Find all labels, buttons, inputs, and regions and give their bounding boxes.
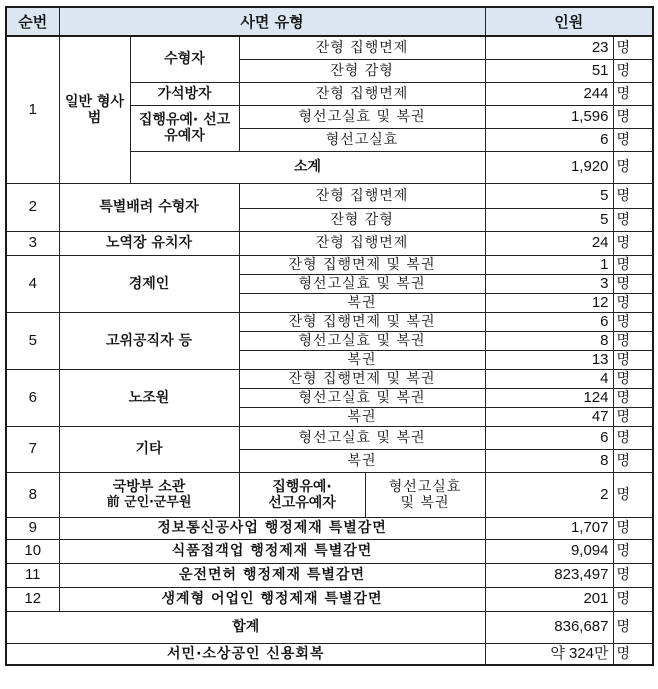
unit-cell: 명: [613, 643, 653, 665]
table-row: [6, 369, 653, 388]
table-row: [6, 517, 653, 539]
category-line-1: 국방부 소관: [112, 478, 186, 495]
subtotal-count: 1,920: [485, 151, 613, 183]
count-cell: 13: [485, 350, 613, 369]
count-cell: 1,596: [485, 105, 613, 128]
seq-cell: 8: [6, 472, 59, 517]
count-cell: 3: [485, 274, 613, 293]
category-line-2: 前 군인‧군무원: [106, 494, 192, 510]
category-cell: [59, 472, 239, 517]
type-cell: 잔형 감형: [239, 59, 485, 82]
unit-cell: 명: [613, 331, 653, 350]
header-type: 사면 유형: [59, 7, 485, 36]
header-seq: 순번: [6, 7, 59, 36]
subcategory-line-2: 선고유예자: [268, 494, 336, 511]
count-cell: 5: [485, 208, 613, 231]
unit-cell: 명: [613, 312, 653, 331]
count-cell: 823,497: [485, 563, 613, 587]
type-cell: 형선고실효: [239, 128, 485, 151]
unit-cell: 명: [613, 151, 653, 183]
subcategory-cell: 수형자: [130, 36, 239, 82]
table-row: [6, 255, 653, 274]
count-cell: 9,094: [485, 539, 613, 563]
table-row: [6, 183, 653, 208]
type-cell: 잔형 집행면제 및 복권: [239, 312, 485, 331]
table-row: [6, 231, 653, 255]
type-line-1: 형선고실효: [388, 478, 462, 495]
unit-cell: 명: [613, 388, 653, 407]
table-row: [6, 587, 653, 611]
table-row: [6, 563, 653, 587]
type-cell: 형선고실효 및 복권: [239, 388, 485, 407]
seq-cell: 6: [6, 369, 59, 426]
table-row: [6, 539, 653, 563]
seq-cell: 4: [6, 255, 59, 312]
unit-cell: 명: [613, 36, 653, 59]
unit-cell: 명: [613, 472, 653, 517]
count-cell: 6: [485, 426, 613, 449]
category-cell: 기타: [59, 426, 239, 472]
count-cell: 2: [485, 472, 613, 517]
category-cell: 노조원: [59, 369, 239, 426]
category-cell: 특별배려 수형자: [59, 183, 239, 231]
count-cell: 8: [485, 331, 613, 350]
seq-cell: 3: [6, 231, 59, 255]
unit-cell: 명: [613, 105, 653, 128]
unit-cell: 명: [613, 407, 653, 426]
type-cell: 잔형 집행면제 및 복권: [239, 255, 485, 274]
type-cell: 복권: [239, 449, 485, 472]
type-cell: 잔형 집행면제: [239, 231, 485, 255]
label-cell: 생계형 어업인 행정제재 특별감면: [59, 587, 485, 611]
seq-cell: 9: [6, 517, 59, 539]
count-cell: 201: [485, 587, 613, 611]
unit-cell: 명: [613, 350, 653, 369]
count-cell: 8: [485, 449, 613, 472]
label-cell: 운전면허 행정제재 특별감면: [59, 563, 485, 587]
seq-cell: 7: [6, 426, 59, 472]
type-cell: 형선고실효 및 복권: [239, 274, 485, 293]
label-cell: 정보통신공사업 행정제재 특별감면: [59, 517, 485, 539]
count-cell: 12: [485, 293, 613, 312]
unit-cell: 명: [613, 449, 653, 472]
seq-cell: 5: [6, 312, 59, 369]
credit-label: 서민·소상공인 신용회복: [6, 643, 485, 665]
unit-cell: 명: [613, 255, 653, 274]
subcategory-line-1: 집행유예·: [272, 478, 332, 495]
count-cell: 6: [485, 312, 613, 331]
unit-cell: 명: [613, 231, 653, 255]
category-cell: 노역장 유치자: [59, 231, 239, 255]
category-cell: 경제인: [59, 255, 239, 312]
unit-cell: 명: [613, 128, 653, 151]
subcategory-cell: [239, 472, 365, 517]
count-cell: 23: [485, 36, 613, 59]
type-cell: 잔형 집행면제: [239, 82, 485, 105]
count-cell: 6: [485, 128, 613, 151]
subcategory-cell: 집행유예· 선고유예자: [130, 105, 239, 151]
type-cell: [365, 472, 485, 517]
subcategory-cell: 가석방자: [130, 82, 239, 105]
total-row: [6, 611, 653, 643]
type-line-2: 및 복권: [400, 494, 450, 511]
count-cell: 5: [485, 183, 613, 208]
table-row: [6, 312, 653, 331]
type-cell: 형선고실효 및 복권: [239, 105, 485, 128]
category-cell: 고위공직자 등: [59, 312, 239, 369]
unit-cell: 명: [613, 82, 653, 105]
pardon-table: [5, 6, 654, 666]
type-cell: 형선고실효 및 복권: [239, 426, 485, 449]
credit-row: [6, 643, 653, 665]
unit-cell: 명: [613, 208, 653, 231]
category-cell: [59, 36, 130, 183]
seq-cell: 11: [6, 563, 59, 587]
subtotal-label: 소계: [130, 151, 485, 183]
category-label: 일반 형사범: [65, 93, 124, 126]
count-cell: 1: [485, 255, 613, 274]
count-cell: 1,707: [485, 517, 613, 539]
unit-cell: 명: [613, 611, 653, 643]
seq-cell: 10: [6, 539, 59, 563]
type-cell: 복권: [239, 293, 485, 312]
table-row: [6, 36, 653, 59]
unit-cell: 명: [613, 59, 653, 82]
table-row: [6, 472, 653, 517]
header-count: 인원: [485, 7, 653, 36]
count-cell: 47: [485, 407, 613, 426]
type-cell: 잔형 감형: [239, 208, 485, 231]
type-cell: 잔형 집행면제: [239, 183, 485, 208]
type-cell: 잔형 집행면제: [239, 36, 485, 59]
count-cell: 24: [485, 231, 613, 255]
seq-cell: 1: [6, 36, 59, 183]
unit-cell: 명: [613, 539, 653, 563]
seq-cell: 12: [6, 587, 59, 611]
type-cell: 복권: [239, 407, 485, 426]
count-cell: 51: [485, 59, 613, 82]
label-cell: 식품접객업 행정제재 특별감면: [59, 539, 485, 563]
total-label: 합계: [6, 611, 485, 643]
unit-cell: 명: [613, 587, 653, 611]
unit-cell: 명: [613, 517, 653, 539]
type-cell: 복권: [239, 350, 485, 369]
unit-cell: 명: [613, 426, 653, 449]
type-cell: 형선고실효 및 복권: [239, 331, 485, 350]
count-cell: 124: [485, 388, 613, 407]
table-row: [6, 426, 653, 449]
credit-count: 약 324만: [485, 643, 613, 665]
total-count: 836,687: [485, 611, 613, 643]
unit-cell: 명: [613, 293, 653, 312]
type-cell: 잔형 집행면제 및 복권: [239, 369, 485, 388]
unit-cell: 명: [613, 369, 653, 388]
seq-cell: 2: [6, 183, 59, 231]
count-cell: 244: [485, 82, 613, 105]
count-cell: 4: [485, 369, 613, 388]
unit-cell: 명: [613, 274, 653, 293]
unit-cell: 명: [613, 183, 653, 208]
unit-cell: 명: [613, 563, 653, 587]
header-row: [6, 7, 653, 36]
